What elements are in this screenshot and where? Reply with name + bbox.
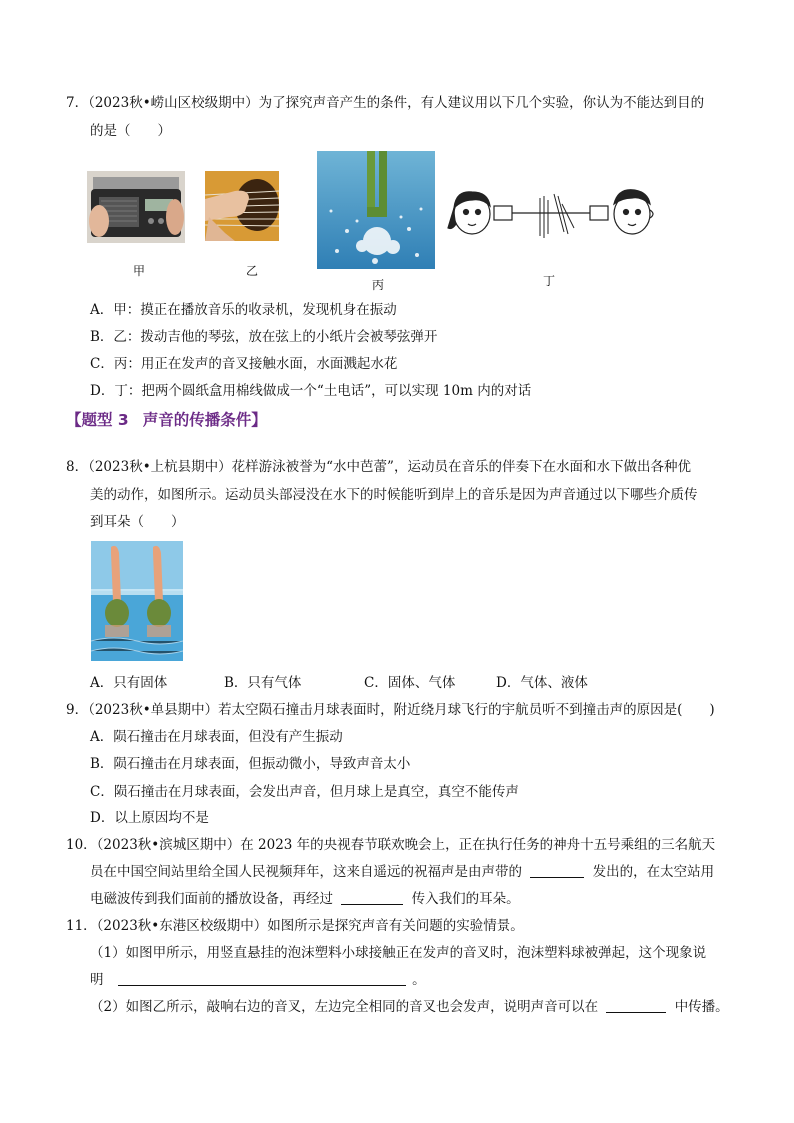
q10-answer-blank-1[interactable]: [530, 863, 584, 878]
radio-photo: [87, 171, 185, 243]
q8-stem-line1: 8．（2023秋•上杭县期中）花样游泳被誉为“水中芭蕾”，运动员在音乐的伴奏下在水面和水下做出各种优: [66, 459, 691, 475]
q10-line2-text: 员在中国空间站里给全国人民视频拜年，这来自遥远的祝福声是由声带的: [90, 864, 522, 880]
q9-option-b[interactable]: B．陨石撞击在月球表面，但振动微小，导致声音太小: [90, 756, 411, 772]
q8-option-b[interactable]: B．只有气体: [224, 675, 302, 691]
caption-ding: 丁: [543, 274, 556, 288]
q8-stem-line3: 到耳朵（ ）: [90, 514, 185, 530]
q11-part2: [90, 997, 729, 1017]
q7-option-d[interactable]: D．丁：把两个圆纸盒用棉线做成一个“土电话”，可以实现 10m 内的对话: [90, 383, 532, 399]
q7-stem-line1: 7．（2023秋•崂山区校级期中）为了探究声音产生的条件，有人建议用以下几个实验，你认为不能达到目的: [66, 95, 705, 111]
q9-stem: 9．（2023秋•单县期中）若太空陨石撞击月球表面时，附近绕月球飞行的宇航员听不到撞击声的原因是( ): [66, 702, 715, 718]
q8-stem-line2: 美的动作，如图所示。运动员头部浸没在水下的时候能听到岸上的音乐是因为声音通过以下哪些介质传: [90, 487, 698, 503]
q10-stem-line3: [90, 889, 520, 909]
q10-stem-line2: [90, 862, 714, 882]
q7-option-a[interactable]: A．甲：摸正在播放音乐的收录机，发现机身在振动: [90, 302, 397, 318]
section-heading-title: 声音的传播条件】: [142, 411, 267, 429]
q11-part1-line1: （1）如图甲所示，用竖直悬挂的泡沫塑料小球接触正在发声的音叉时，泡沫塑料球被弹起，这个现象说: [90, 945, 707, 961]
q7-option-b[interactable]: B．乙：拨动吉他的琴弦，放在弦上的小纸片会被琴弦弹开: [90, 329, 438, 345]
guitar-photo: [205, 171, 279, 241]
q11-part1-line2: [90, 970, 426, 990]
q10-answer-blank-2[interactable]: [341, 890, 403, 905]
section-heading-open: 【题型 3: [66, 411, 129, 429]
q11-answer-blank-1[interactable]: [118, 971, 406, 986]
q8-option-c[interactable]: C．固体、气体: [364, 675, 456, 691]
synchronized-swimming-photo: [91, 541, 183, 661]
string-telephone-drawing: [442, 184, 660, 246]
q10-stem-line1: 10．（2023秋•滨城区期中）在 2023 年的央视春节联欢晚会上，正在执行任务的神舟十五号乘组的三名航天: [66, 837, 716, 853]
q7-stem-line2: 的是（ ）: [90, 123, 171, 139]
q10-line2-tail: 发出的，在太空站用: [592, 864, 715, 880]
q10-line3-text: 电磁波传到我们面前的播放设备，再经过: [90, 891, 333, 907]
q10-line3-tail: 传入我们的耳朵。: [411, 891, 520, 907]
q8-options-row: [90, 673, 588, 693]
q11-part1-ming: 明: [90, 972, 104, 988]
caption-bing: 丙: [372, 278, 385, 292]
section-heading: [66, 408, 267, 430]
q11-answer-blank-2[interactable]: [606, 998, 666, 1013]
q11-part1-end: 。: [412, 972, 426, 988]
q11-stem: 11．（2023秋•东港区校级期中）如图所示是探究声音有关问题的实验情景。: [66, 918, 524, 934]
q9-option-c[interactable]: C．陨石撞击在月球表面，会发出声音，但月球上是真空，真空不能传声: [90, 784, 519, 800]
caption-jia: 甲: [133, 264, 146, 278]
q11-part2-tail: 中传播。: [674, 999, 729, 1015]
q8-option-d[interactable]: D．气体、液体: [496, 675, 588, 691]
tuning-fork-water-photo: [317, 151, 435, 269]
q11-part2-text: （2）如图乙所示，敲响右边的音叉，左边完全相同的音叉也会发声，说明声音可以在: [90, 999, 599, 1015]
q9-option-a[interactable]: A．陨石撞击在月球表面，但没有产生振动: [90, 729, 343, 745]
q8-option-a[interactable]: A．只有固体: [90, 675, 168, 691]
q9-option-d[interactable]: D．以上原因均不是: [90, 810, 209, 826]
q7-option-c[interactable]: C．丙：用正在发声的音叉接触水面，水面溅起水花: [90, 356, 398, 372]
caption-yi: 乙: [246, 264, 259, 278]
